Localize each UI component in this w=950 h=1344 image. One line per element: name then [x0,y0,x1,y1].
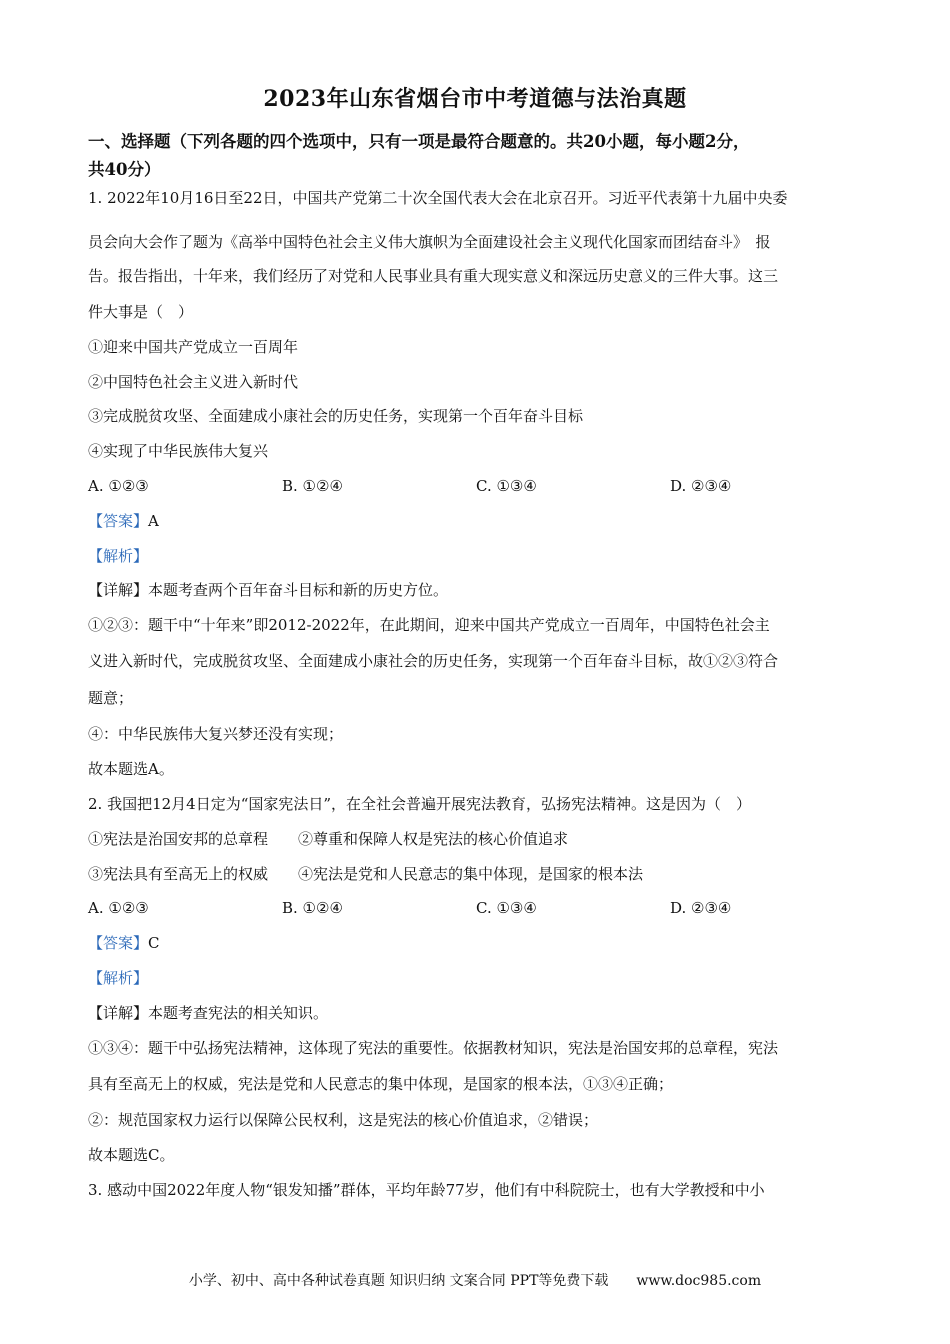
q1-item: ④实现了中华民族伟大复兴 [88,442,269,460]
q1-explain-line: 题意； [88,689,134,707]
analysis-tag: 【解析】 [88,547,149,565]
q1-analysis-tag [88,546,878,566]
q2-items-line: ①宪法是治国安邦的总章程 ②尊重和保障人权是宪法的核心价值追求 [88,830,569,848]
section-heading [88,128,868,184]
q1-stem-line: 1. 2022年10月16日至22日，中国共产党第二十次全国代表大会在北京召开。习近平代表第十九届中央委 [88,189,788,207]
q1-explain-line: 故本题选A。 [88,760,174,778]
page-title: 2023年山东省烟台市中考道德与法治真题 [263,86,687,112]
q2-option-d: D. ②③④ [670,899,732,917]
q1-explain-line: ④：中华民族伟大复兴梦还没有实现； [88,725,344,743]
q1-answer [88,511,878,531]
analysis-tag: 【解析】 [88,969,149,987]
q1-item: ③完成脱贫攻坚、全面建成小康社会的历史任务，实现第一个百年奋斗目标 [88,407,584,425]
q2-option-a: A. ①②③ [88,899,149,917]
q2-detail [88,1003,878,1023]
section-heading-line: 一、选择题（下列各题的四个选项中，只有一项是最符合题意的。共20小题，每小题2分， [88,132,750,151]
q1-item: ②中国特色社会主义进入新时代 [88,373,299,391]
q2-answer [88,933,878,953]
section-heading-line: 共40分） [88,160,161,179]
q2-explain-line: 具有至高无上的权威，宪法是党和人民意志的集中体现，是国家的根本法，①③④正确； [88,1075,674,1093]
answer-value: A [148,512,159,530]
q1-option-d: D. ②③④ [670,477,732,495]
detail-text: 本题考查宪法的相关知识。 [148,1004,329,1022]
q1-option-a: A. ①②③ [88,477,149,495]
q1-explain-line: ①②③：题干中“十年来”即2012-2022年，在此期间，迎来中国共产党成立一百周年，中国特色社会主 [88,616,770,634]
q2-stem: 2. 我国把12月4日定为“国家宪法日”，在全社会普遍开展宪法教育，弘扬宪法精神。这是因为（ ） [88,795,752,813]
detail-tag: 【详解】 [88,1004,149,1022]
q1-option-c: C. ①③④ [476,477,537,495]
answer-tag: 【答案】 [88,934,149,952]
q1-stem-line: 件大事是（ ） [88,303,194,321]
q2-explain-line: ①③④：题干中弘扬宪法精神，这体现了宪法的重要性。依据教材知识，宪法是治国安邦的总章程，宪法 [88,1039,779,1057]
answer-value: C [148,934,160,952]
q1-option-b: B. ①②④ [282,477,343,495]
q1-explain-line: 义进入新时代，完成脱贫攻坚、全面建成小康社会的历史任务，实现第一个百年奋斗目标，故①②③符合 [88,652,779,670]
q2-option-c: C. ①③④ [476,899,537,917]
detail-tag: 【详解】 [88,581,149,599]
q2-explain-line: 故本题选C。 [88,1146,175,1164]
q2-explain-line: ②：规范国家权力运行以保障公民权利，这是宪法的核心价值追求，②错误； [88,1111,599,1129]
q1-item: ①迎来中国共产党成立一百周年 [88,338,299,356]
q1-detail [88,580,878,600]
q3-stem-line: 3. 感动中国2022年度人物“银发知播”群体，平均年龄77岁，他们有中科院院士，也有大学教授和中小 [88,1181,765,1199]
page-footer: 小学、初中、高中各种试卷真题 知识归纳 文案合同 PPT等免费下载 www.doc985.com [188,1273,762,1289]
q1-stem-line: 员会向大会作了题为《高举中国特色社会主义伟大旗帜为全面建设社会主义现代化国家而团结奋斗》 报 [88,233,771,251]
q1-stem-line: 告。报告指出，十年来，我们经历了对党和人民事业具有重大现实意义和深远历史意义的三件大事。这三 [88,267,779,285]
detail-text: 本题考查两个百年奋斗目标和新的历史方位。 [148,581,449,599]
answer-tag: 【答案】 [88,512,149,530]
q2-option-b: B. ①②④ [282,899,343,917]
q2-analysis-tag [88,968,878,988]
q2-items-line: ③宪法具有至高无上的权威 ④宪法是党和人民意志的集中体现，是国家的根本法 [88,865,644,883]
